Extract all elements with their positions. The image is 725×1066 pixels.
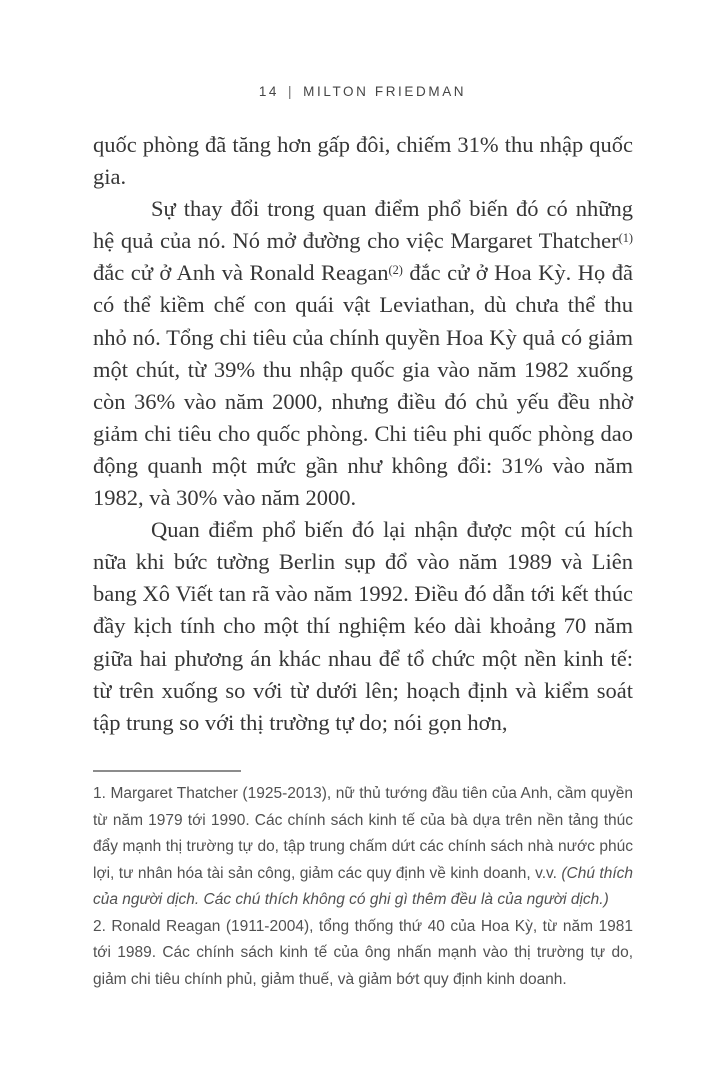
running-title: MILTON FRIEDMAN	[303, 84, 467, 99]
footnote-ref-2: (2)	[388, 263, 403, 278]
paragraph-1-text: quốc phòng đã tăng hơn gấp đôi, chiếm 31% thu nhập quốc gia.	[93, 132, 633, 190]
paragraph-3-text: Quan điểm phổ biến đó lại nhận được một cú hích nữa khi bức tường Berlin sụp đổ vào năm 1989 và Liên bang Xô Viết tan rã vào năm 1992. Điều đó dẫn tới kết thúc đầy kịch tính cho một thí nghiệm kéo dài khoảng 70 năm giữa hai phương án khác nhau để tổ chức một nền kinh tế: từ trên xuống so với từ dưới lên; hoạch định và kiểm soát tập trung so với thị trường tự do; nói gọn hơn,	[93, 517, 633, 735]
footnote-2	[93, 914, 633, 994]
running-header	[0, 84, 725, 99]
footnote-separator-rule	[93, 770, 241, 772]
body-text	[93, 129, 633, 739]
page-number: 14	[258, 84, 280, 99]
paragraph-2-text-b: đắc cử ở Anh và Ronald Reagan	[93, 260, 389, 286]
paragraph-3	[93, 514, 633, 739]
footnote-1-translator-note: (Chú thích của người dịch. Các chú thích không có ghi gì thêm đều là của người dịch.)	[93, 864, 634, 908]
paragraph-2-text-c: đắc cử ở Hoa Kỳ. Họ đã có thể kiềm chế con quái vật Leviathan, dù chưa thể thu nhỏ nó. Tổng chi tiêu của chính quyền Hoa Kỳ quả có giảm một chút, từ 39% thu nhập quốc gia vào năm 1982 xuống còn 36% vào năm 2000, nhưng điều đó chủ yếu đều nhờ giảm chi tiêu cho quốc phòng. Chi tiêu phi quốc phòng dao động quanh một mức gần như không đổi: 31% vào năm 1982, và 30% vào năm 2000.	[93, 260, 633, 511]
footnote-section	[93, 770, 633, 993]
footnote-ref-1: (1)	[618, 231, 633, 246]
footnote-1	[93, 781, 633, 914]
paragraph-2-text-a: Sự thay đổi trong quan điểm phổ biến đó có những hệ quả của nó. Nó mở đường cho việc Margaret Thatcher	[93, 196, 633, 254]
footnote-2-text: 2. Ronald Reagan (1911-2004), tổng thống thứ 40 của Hoa Kỳ, từ năm 1981 tới 1989. Các chính sách kinh tế của ông nhấn mạnh vào thị trường tự do, giảm chi tiêu chính phủ, giảm thuế, và giảm bớt quy định kinh doanh.	[93, 917, 633, 988]
header-divider: |	[288, 84, 295, 99]
footnote-1-text: 1. Margaret Thatcher (1925-2013), nữ thủ tướng đầu tiên của Anh, cầm quyền từ năm 1979 tới 1990. Các chính sách kinh tế của bà dựa trên nền tảng thúc đẩy mạnh thị trường tự do, tập trung chấm dứt các chính sách nhà nước phúc lợi, tư nhân hóa tài sản công, giảm các quy định về kinh doanh, v.v.	[93, 785, 633, 882]
paragraph-2	[93, 193, 633, 514]
paragraph-1	[93, 129, 633, 193]
